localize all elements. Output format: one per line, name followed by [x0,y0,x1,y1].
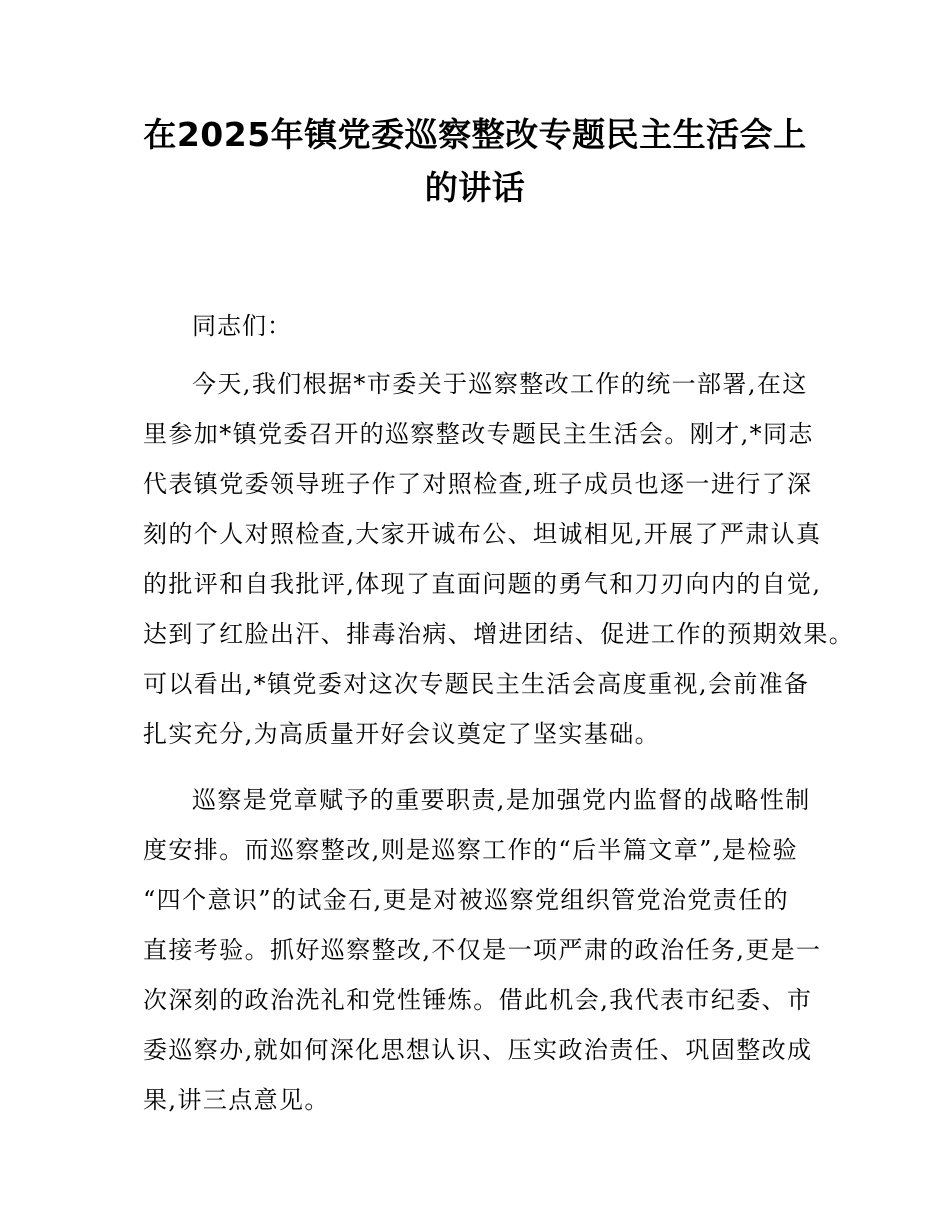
paragraph-line: 达到了红脸出汗、排毒治病、增进团结、促进工作的预期效果。 [143,620,855,648]
paragraph-line: “四个意识”的试金石,更是对被巡察党组织管党治党责任的 [143,886,789,914]
greeting: 同志们： [192,312,292,340]
paragraph-line: 巡察是党章赋予的重要职责,是加强党内监督的战略性制 [192,786,811,814]
paragraph-line: 直接考验。抓好巡察整改,不仅是一项严肃的政治任务,更是一 [143,936,822,964]
title-line-1: 在2025年镇党委巡察整改专题民主生活会上 [143,115,807,154]
paragraph-line: 果,讲三点意见。 [143,1086,330,1114]
paragraph-line: 代表镇党委领导班子作了对照检查,班子成员也逐一进行了深 [143,470,813,498]
document-title [120,108,830,214]
paragraph-line: 扎实充分,为高质量开好会议奠定了坚实基础。 [143,720,661,748]
paragraph-line: 刻的个人对照检查,大家开诚布公、坦诚相见,开展了严肃认真 [143,520,822,548]
paragraph-line: 可以看出,*镇党委对这次专题民主生活会高度重视,会前准备 [143,670,810,698]
paragraph-line: 今天,我们根据*市委关于巡察整改工作的统一部署,在这 [192,370,808,398]
paragraph-line: 的批评和自我批评,体现了直面问题的勇气和刀刃向内的自觉, [143,570,822,598]
paragraph-line: 委巡察办,就如何深化思想认识、压实政治责任、巩固整改成 [143,1036,813,1064]
paragraph-line: 次深刻的政治洗礼和党性锤炼。借此机会,我代表市纪委、市 [143,986,813,1014]
paragraph-inspection [143,784,823,1134]
paragraph-opening [143,368,855,768]
paragraph-line: 里参加*镇党委召开的巡察整改专题民主生活会。刚才,*同志 [143,420,814,448]
paragraph-line: 度安排。而巡察整改,则是巡察工作的“后半篇文章”,是检验 [143,836,798,864]
title-line-2: 的讲话 [424,168,526,207]
